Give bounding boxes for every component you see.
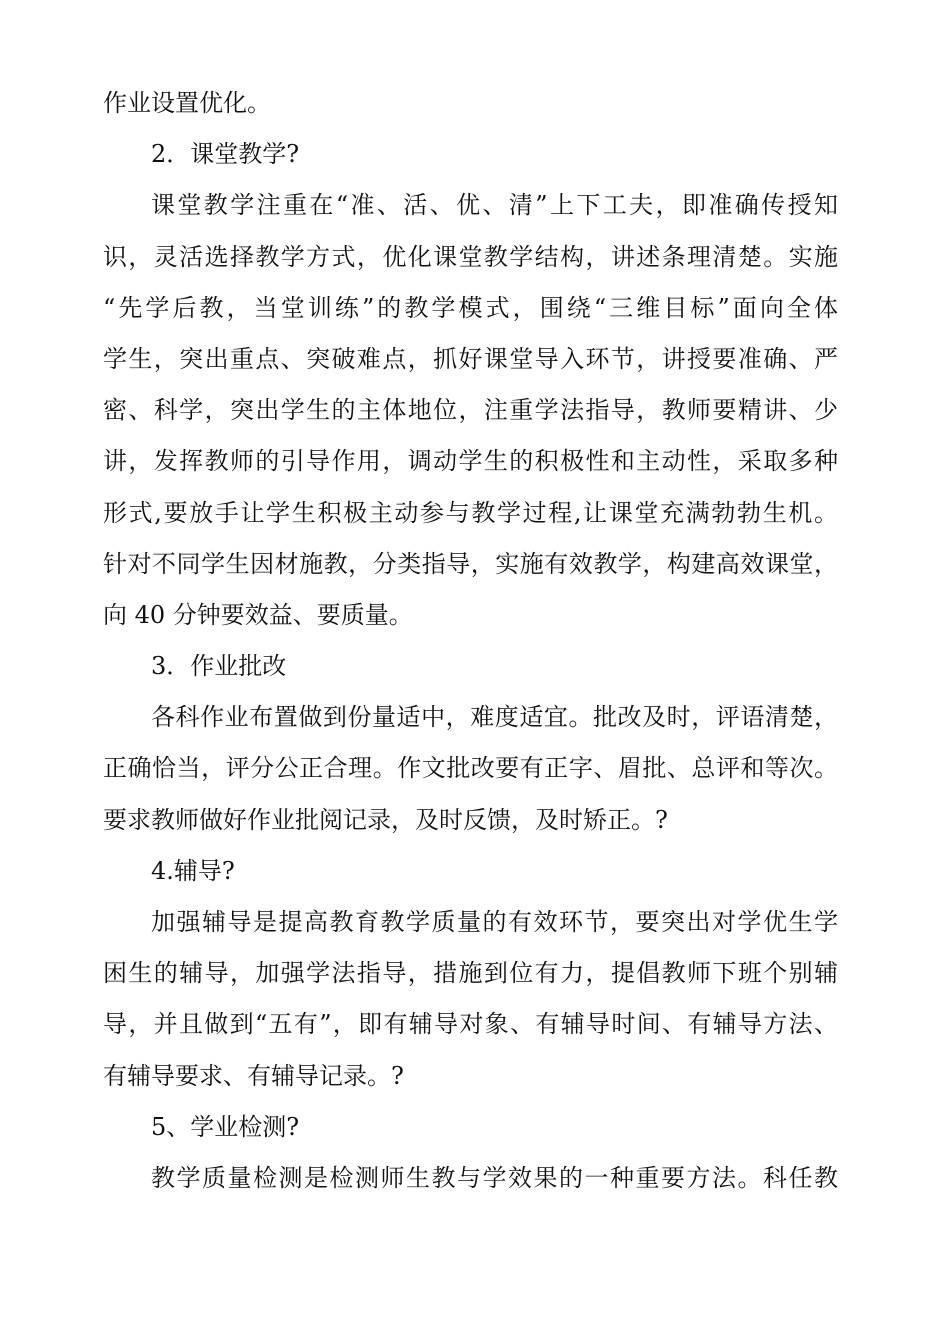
- text-line: 识，灵活选择教学方式，优化课堂教学结构，讲述条理清楚。实施: [103, 242, 838, 271]
- text-line: 导，并且做到“五有”，即有辅导对象、有辅导时间、有辅导方法、: [103, 1010, 838, 1039]
- text-line: 教学质量检测是检测师生教与学效果的一种重要方法。科任教: [151, 1163, 838, 1192]
- section-heading-tutoring: 4.辅导?: [151, 856, 235, 885]
- text-line: 学生，突出重点、突破难点，抓好课堂导入环节，讲授要准确、严: [103, 344, 838, 373]
- text-line: 要求教师做好作业批阅记录，及时反馈，及时矫正。?: [103, 805, 668, 834]
- text-line: 密、科学，突出学生的主体地位，注重学法指导，教师要精讲、少: [103, 396, 838, 425]
- text-line: “先学后教，当堂训练”的教学模式，围绕“三维目标”面向全体: [103, 293, 838, 322]
- section-heading-homework-correction: 3．作业批改: [151, 652, 287, 681]
- text-line: 各科作业布置做到份量适中，难度适宜。批改及时，评语清楚，: [151, 703, 838, 732]
- text-line: 有辅导要求、有辅导记录。?: [103, 1061, 404, 1090]
- text-line: 讲，发挥教师的引导作用，调动学生的积极性和主动性，采取多种: [103, 447, 838, 476]
- section-heading-academic-testing: 5、学业检测?: [151, 1112, 300, 1141]
- text-line: 课堂教学注重在“准、活、优、清”上下工夫，即准确传授知: [151, 191, 838, 220]
- text-line: 向 40 分钟要效益、要质量。: [103, 600, 413, 629]
- text-line: 困生的辅导，加强学法指导，措施到位有力，提倡教师下班个别辅: [103, 959, 838, 988]
- text-line: 加强辅导是提高教育教学质量的有效环节，要突出对学优生学: [151, 908, 838, 936]
- text-line: 针对不同学生因材施教，分类指导，实施有效教学，构建高效课堂，: [103, 549, 838, 578]
- text-line: 形式,要放手让学生积极主动参与教学过程,让课堂充满勃勃生机。: [103, 498, 838, 527]
- text-line: 正确恰当，评分公正合理。作文批改要有正字、眉批、总评和等次。: [103, 754, 838, 783]
- text-line: 作业设置优化。: [103, 89, 271, 117]
- document-body: [103, 78, 838, 1204]
- section-heading-classroom-teaching: 2．课堂教学?: [151, 140, 300, 169]
